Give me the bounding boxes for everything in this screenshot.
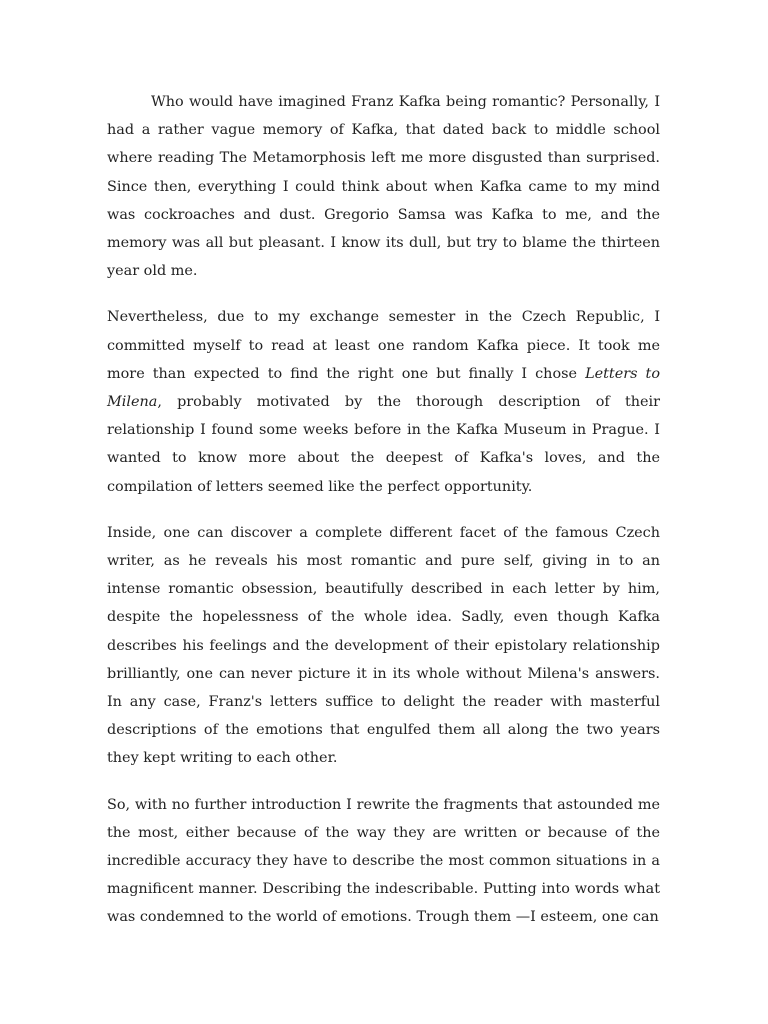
paragraph-2	[107, 303, 660, 500]
paragraph-4: So, with no further introduction I rewrite the fragments that astounded me the most, either because of the way they are written or because of the incredible accuracy they have to describe the most common situations in a magnificent manner. Describing the indescribable. Putting into words what was condemned to the world of emotions. Trough them —I esteem, one can	[107, 796, 660, 926]
paragraph-3: Inside, one can discover a complete different facet of the famous Czech writer, as he reveals his most romantic and pure self, giving in to an intense romantic obsession, beautifully described in each letter by him, despite the hopelessness of the whole idea. Sadly, even though Kafka describes his feelings and the development of their epistolary relationship brilliantly, one can never picture it in its whole without Milena's answers. In any case, Franz's letters suffice to delight the reader with masterful descriptions of the emotions that engulfed them all along the two years they kept writing to each other.	[107, 524, 660, 767]
paragraph-2-before: Nevertheless, due to my exchange semester in the Czech Republic, I committed myself to read at least one random Kafka piece. It took me more than expected to find the right one but finally I chose	[107, 309, 660, 382]
document-body	[107, 88, 660, 950]
paragraph-2-after: , probably motivated by the thorough description of their relationship I found some weeks before in the Kafka Museum in Prague. I wanted to know more about the deepest of Kafka's loves, and the compilation of letters seemed like the perfect opportunity.	[107, 394, 660, 495]
paragraph-1: Who would have imagined Franz Kafka being romantic? Personally, I had a rather vague memory of Kafka, that dated back to middle school where reading The Metamorphosis left me more disgusted than surprised. Since then, everything I could think about when Kafka came to my mind was cockroaches and dust. Gregorio Samsa was Kafka to me, and the memory was all but pleasant. I know its dull, but try to blame the thirteen year old me.	[107, 94, 660, 280]
book-title: Letters to Milena	[107, 365, 660, 411]
